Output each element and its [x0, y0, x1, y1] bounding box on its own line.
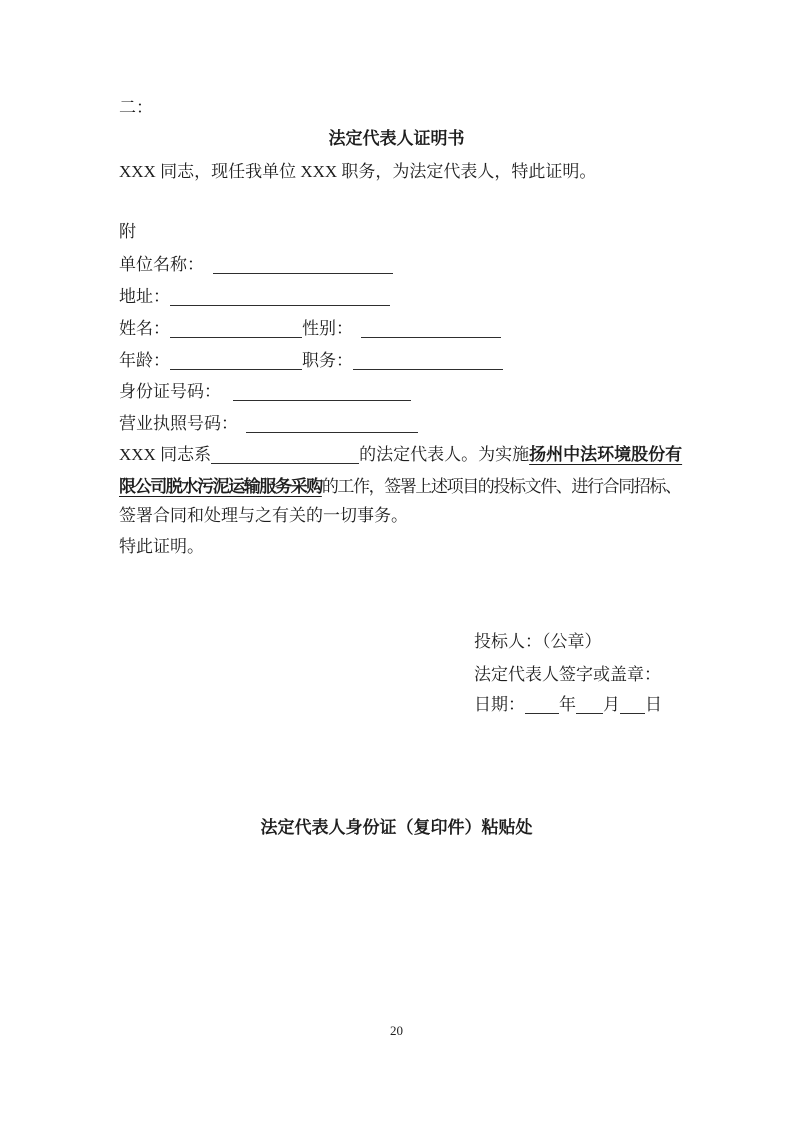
closing-line: 特此证明。	[119, 537, 204, 556]
month-label: 月	[603, 695, 620, 714]
license-number-blank	[246, 416, 418, 433]
page-number: 20	[390, 1023, 403, 1038]
id-number-blank	[233, 384, 411, 401]
field-id-number	[119, 381, 411, 403]
age-blank	[170, 353, 302, 370]
position-blank	[353, 353, 503, 370]
representative-signature-line: 法定代表人签字或盖章：	[474, 665, 661, 684]
position-label: 职务：	[302, 351, 353, 370]
id-paste-area-heading: 法定代表人身份证（复印件）粘贴处	[260, 818, 533, 837]
id-number-label: 身份证号码：	[119, 382, 221, 401]
address-blank	[170, 289, 390, 306]
document-title: 法定代表人证明书	[328, 129, 465, 148]
statement-line-2	[119, 476, 681, 498]
field-age-position	[119, 350, 503, 372]
field-name-gender	[119, 318, 501, 340]
statement-line-1	[119, 444, 682, 466]
project-name-part-2: 限公司脱水污泥运输服务采购	[119, 477, 322, 496]
date-line	[474, 694, 662, 716]
project-name-part-1: 扬州中法环境股份有	[529, 445, 683, 464]
date-year-blank	[525, 697, 559, 714]
name-blank	[170, 321, 302, 338]
date-month-blank	[576, 697, 603, 714]
date-day-blank	[620, 697, 645, 714]
address-label: 地址：	[119, 287, 170, 306]
age-label: 年龄：	[119, 351, 170, 370]
attachment-label: 附	[119, 222, 136, 241]
bidder-seal-line: 投标人：（公章）	[474, 632, 602, 651]
representative-of-blank	[211, 447, 359, 464]
gender-label: 性别：	[302, 319, 353, 338]
statement-prefix: XXX 同志系	[119, 445, 212, 464]
field-license-number	[119, 413, 418, 435]
field-company-name	[119, 254, 393, 276]
year-label: 年	[559, 695, 576, 714]
statement-line-2-rest: 的工作，签署上述项目的投标文件、进行合同招标、	[321, 477, 681, 496]
statement-line-3: 签署合同和处理与之有关的一切事务。	[119, 506, 408, 525]
name-label: 姓名：	[119, 319, 170, 338]
statement-mid: 的法定代表人。为实施	[359, 445, 530, 464]
day-label: 日	[645, 695, 662, 714]
section-label: 二：	[119, 98, 153, 117]
license-number-label: 营业执照号码：	[119, 414, 238, 433]
company-name-label: 单位名称：	[119, 255, 204, 274]
date-label: 日期：	[474, 695, 525, 714]
company-name-blank	[213, 257, 393, 274]
gender-blank	[361, 321, 501, 338]
intro-paragraph: XXX 同志，现任我单位 XXX 职务，为法定代表人，特此证明。	[119, 162, 597, 181]
field-address	[119, 286, 390, 308]
